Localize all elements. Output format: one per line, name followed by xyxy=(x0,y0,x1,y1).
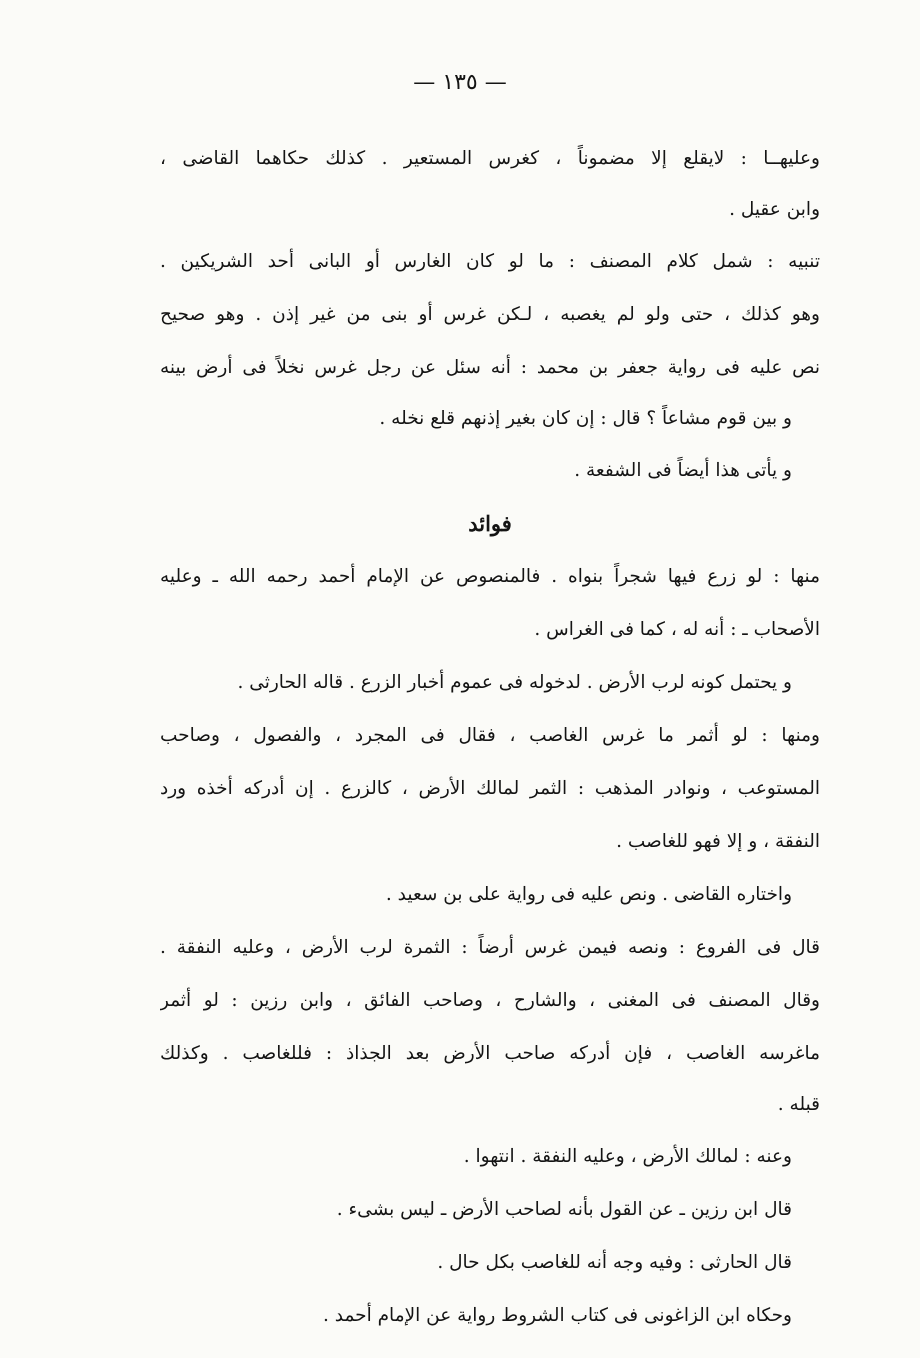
text-line: وهو كذلك ، حتى ولو لم يغصبه ، لـكن غرس أو بنى من غير إذن . وهو صحيح xyxy=(160,304,820,325)
text-line: المستوعب ، ونوادر المذهب : الثمر لمالك الأرض ، كالزرع . إن أدركه أخذه ورد xyxy=(160,778,820,799)
page-number: — ١٣٥ — xyxy=(413,70,507,95)
text-line: و يحتمل كونه لرب الأرض . لدخوله فى عموم أخبار الزرع . قاله الحارثى . xyxy=(237,672,792,693)
text-line: ماغرسه الغاصب ، فإن أدركه صاحب الأرض بعد الجذاذ : فللغاصب . وكذلك xyxy=(160,1043,820,1064)
text-line: وابن عقيل . xyxy=(729,199,820,220)
text-line: قال فى الفروع : ونصه فيمن غرس أرضاً : الثمرة لرب الأرض ، وعليه النفقة . xyxy=(160,937,820,958)
text-line: قبله . xyxy=(777,1094,820,1115)
section-heading: فوائد xyxy=(468,511,512,536)
text-line: قال الحارثى : وفيه وجه أنه للغاصب بكل حال . xyxy=(437,1252,792,1273)
text-line: وحكاه ابن الزاغونى فى كتاب الشروط رواية عن الإمام أحمد . xyxy=(322,1305,792,1326)
text-line: وعليهــا : لايقلع إلا مضموناً ، كغرس المستعير . كذلك حكاهما القاضى ، xyxy=(160,148,820,169)
notice-line: تنبيه : شمل كلام المصنف : ما لو كان الغارس أو البانى أحد الشريكين . xyxy=(160,251,820,272)
text-line: قال ابن رزين ـ عن القول بأنه لصاحب الأرض ـ ليس بشىء . xyxy=(336,1199,792,1220)
text-line: ومنها : لو أثمر ما غرس الغاصب ، فقال فى المجرد ، والفصول ، وصاحب xyxy=(160,725,820,746)
text-line: و بين قوم مشاعاً ؟ قال : إن كان بغير إذنهم قلع نخله . xyxy=(379,408,792,429)
text-line: وقال المصنف فى المغنى ، والشارح ، وصاحب الفائق ، وابن رزين : لو أثمر xyxy=(160,990,820,1011)
text-line: واختاره القاضى . ونص عليه فى رواية على بن سعيد . xyxy=(385,884,792,905)
text-line: الأصحاب ـ : أنه له ، كما فى الغراس . xyxy=(534,619,820,640)
text-line: و يأتى هذا أيضاً فى الشفعة . xyxy=(574,460,792,481)
text-line: النفقة ، و إلا فهو للغاصب . xyxy=(616,831,820,852)
body-text xyxy=(160,132,820,1342)
text-line: منها : لو زرع فيها شجراً بنواه . فالمنصوص عن الإمام أحمد رحمه الله ـ وعليه xyxy=(160,566,820,587)
text-line: نص عليه فى رواية جعفر بن محمد : أنه سئل عن رجل غرس نخلاً فى أرض بينه xyxy=(160,357,820,378)
text-line: وعنه : لمالك الأرض ، وعليه النفقة . انتهوا . xyxy=(463,1146,792,1167)
